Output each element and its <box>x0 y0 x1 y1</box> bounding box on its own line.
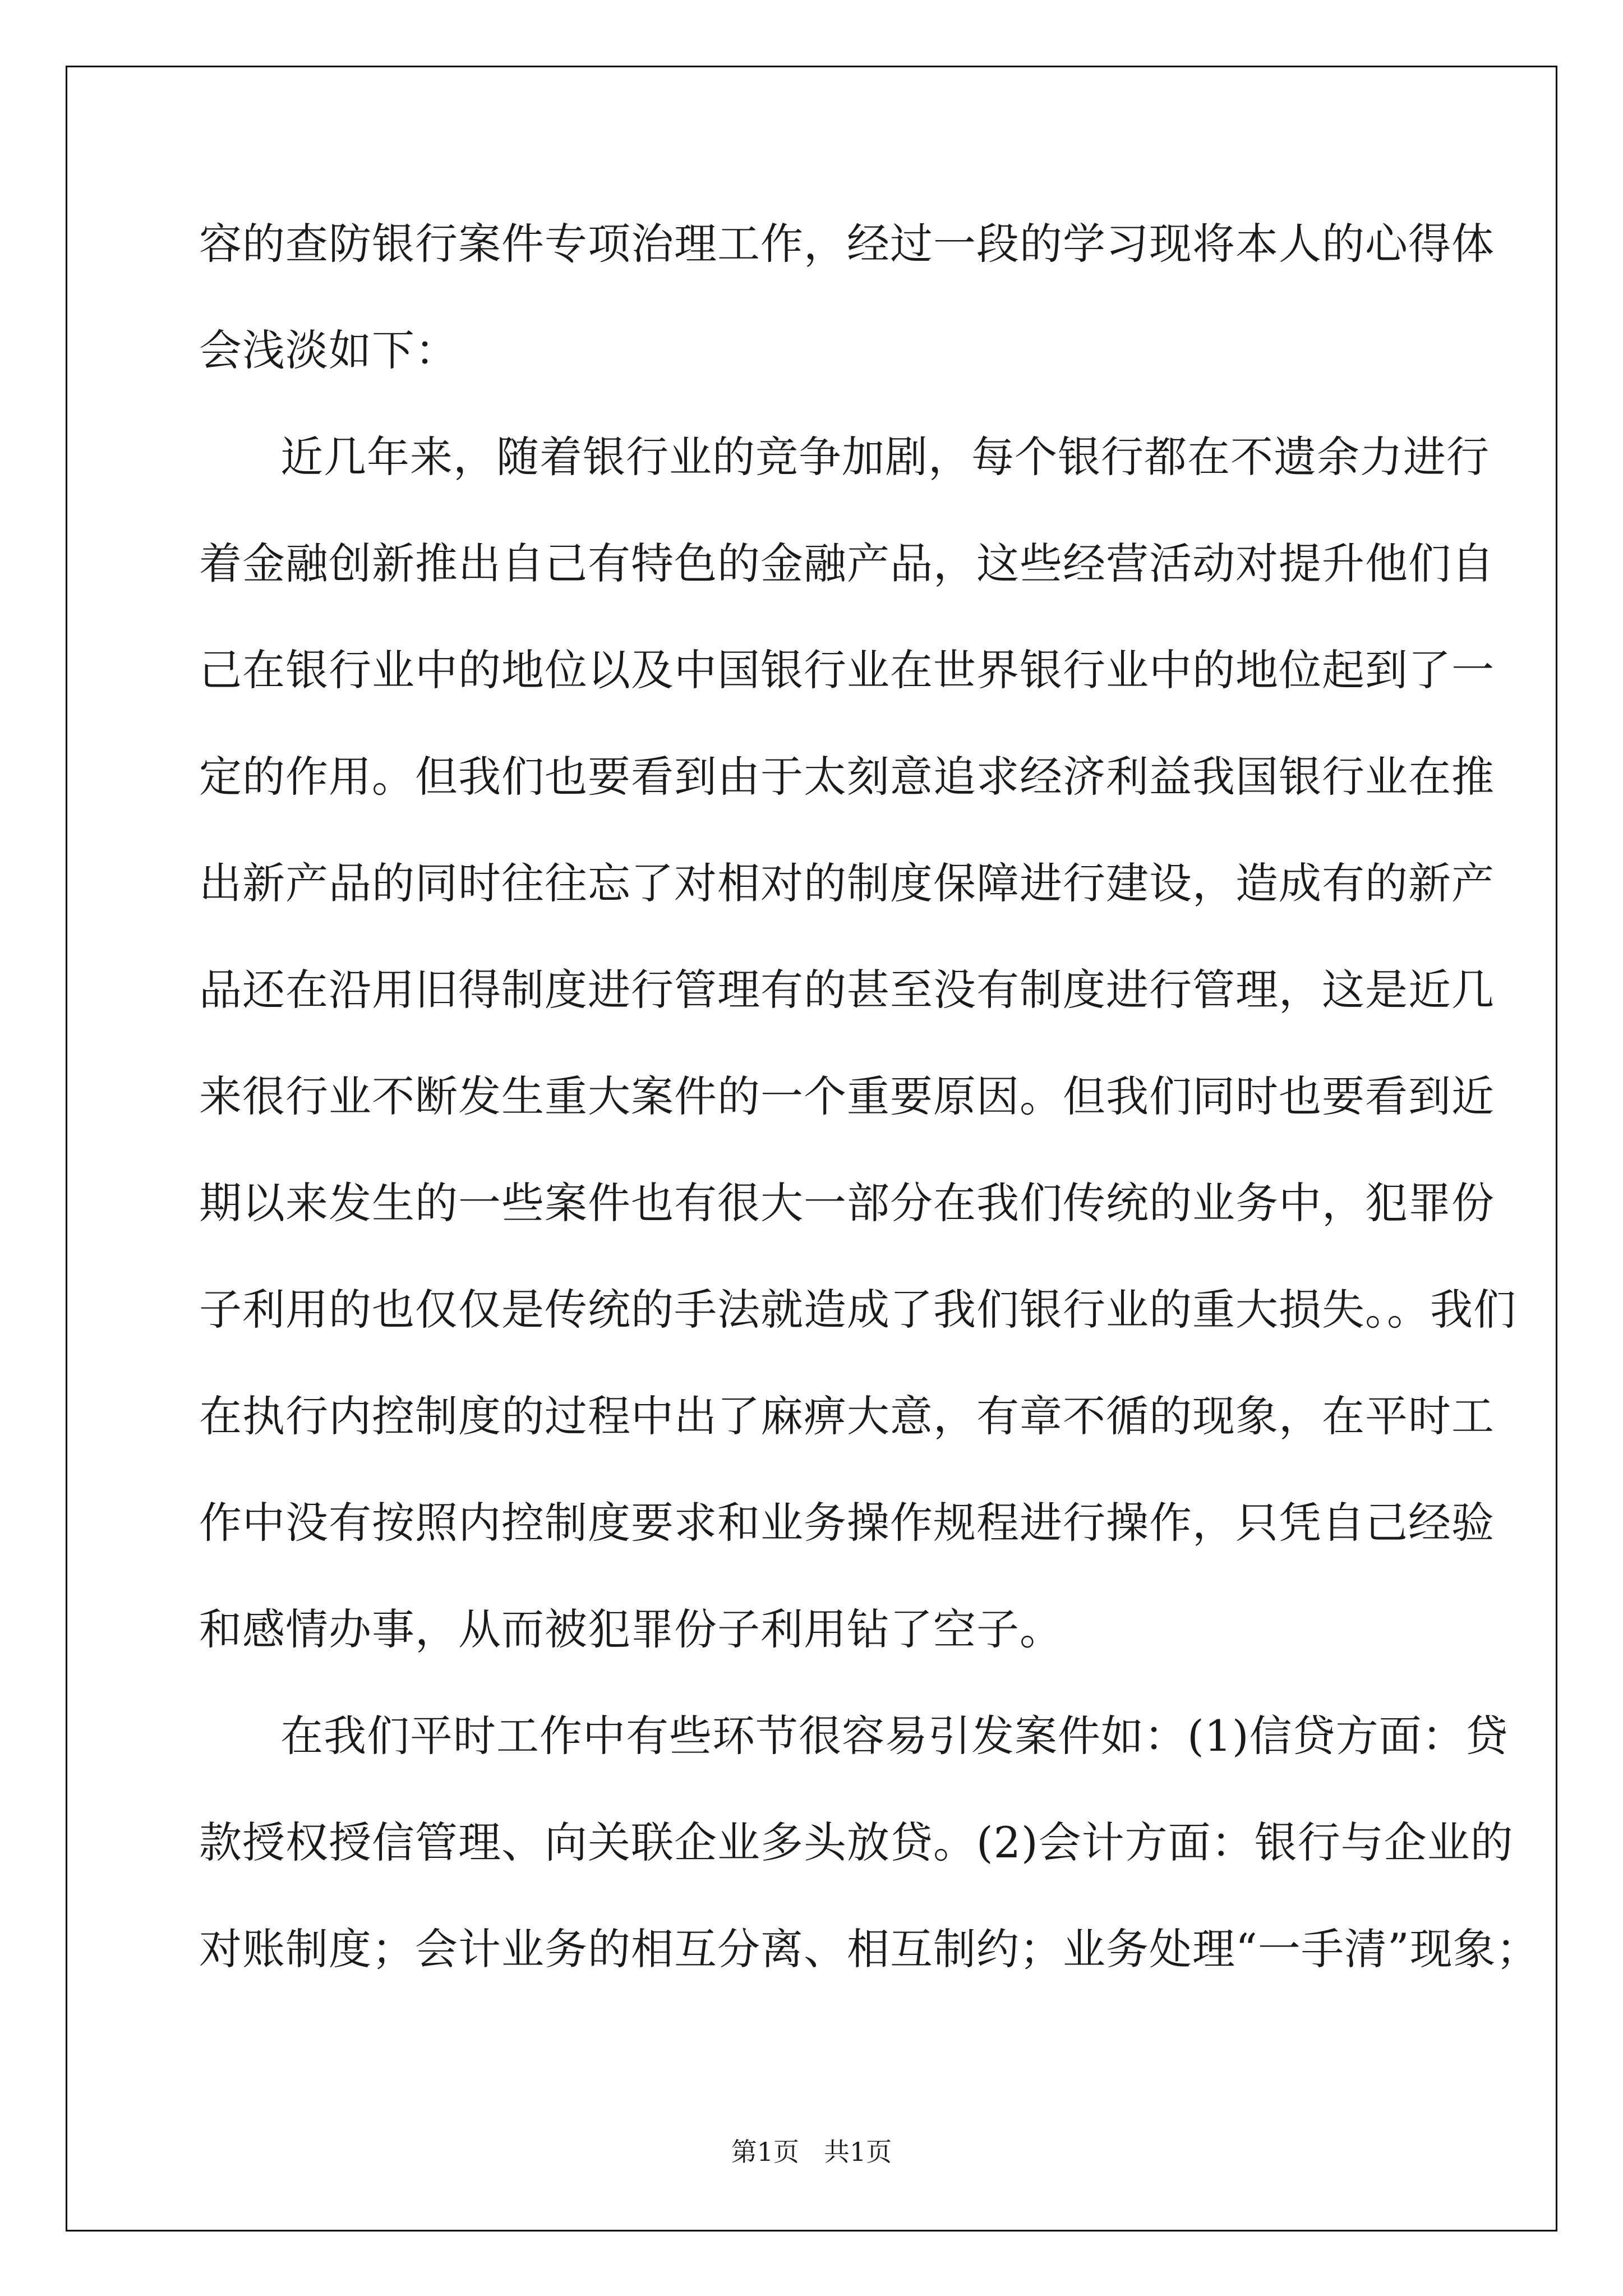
text-line: 定的作用。但我们也要看到由于太刻意追求经济利益我国银行业在推 <box>199 752 1495 802</box>
text-line: 出新产品的同时往往忘了对相对的制度保障进行建设，造成有的新产 <box>199 858 1495 908</box>
text-line: 品还在沿用旧得制度进行管理有的甚至没有制度进行管理，这是近几 <box>199 965 1495 1015</box>
page-number: 第1页 <box>731 2137 800 2167</box>
text-line: 在我们平时工作中有些环节很容易引发案件如：(1)信贷方面：贷 <box>280 1711 1509 1761</box>
text-line: 近几年来，随着银行业的竞争加剧，每个银行都在不遗余力进行 <box>280 432 1490 482</box>
text-line: 在执行内控制度的过程中出了麻痹大意，有章不循的现象，在平时工 <box>199 1391 1495 1441</box>
text-line: 款授权授信管理、向关联企业多头放贷。(2)会计方面：银行与企业的 <box>199 1818 1514 1867</box>
document-body <box>199 210 1539 2022</box>
text-line: 期以来发生的一些案件也有很大一部分在我们传统的业务中，犯罪份 <box>199 1178 1495 1228</box>
text-line: 和感情办事，从而被犯罪份子利用钻了空子。 <box>199 1604 1063 1654</box>
text-line: 容的查防银行案件专项治理工作，经过一段的学习现将本人的心得体 <box>199 219 1495 269</box>
text-line: 作中没有按照内控制度要求和业务操作规程进行操作，只凭自己经验 <box>199 1498 1495 1548</box>
text-line: 来很行业不断发生重大案件的一个重要原因。但我们同时也要看到近 <box>199 1071 1495 1121</box>
text-line: 对账制度；会计业务的相互分离、相互制约；业务处理“一手清”现象； <box>199 1924 1539 1974</box>
text-line: 子利用的也仅仅是传统的手法就造成了我们银行业的重大损失。。我们 <box>199 1285 1516 1335</box>
text-line: 着金融创新推出自己有特色的金融产品，这些经营活动对提升他们自 <box>199 539 1495 588</box>
page-footer <box>0 2132 1623 2169</box>
text-line: 会浅淡如下： <box>199 325 458 375</box>
text-line: 己在银行业中的地位以及中国银行业在世界银行业中的地位起到了一 <box>199 645 1495 695</box>
page-total: 共1页 <box>823 2137 892 2167</box>
